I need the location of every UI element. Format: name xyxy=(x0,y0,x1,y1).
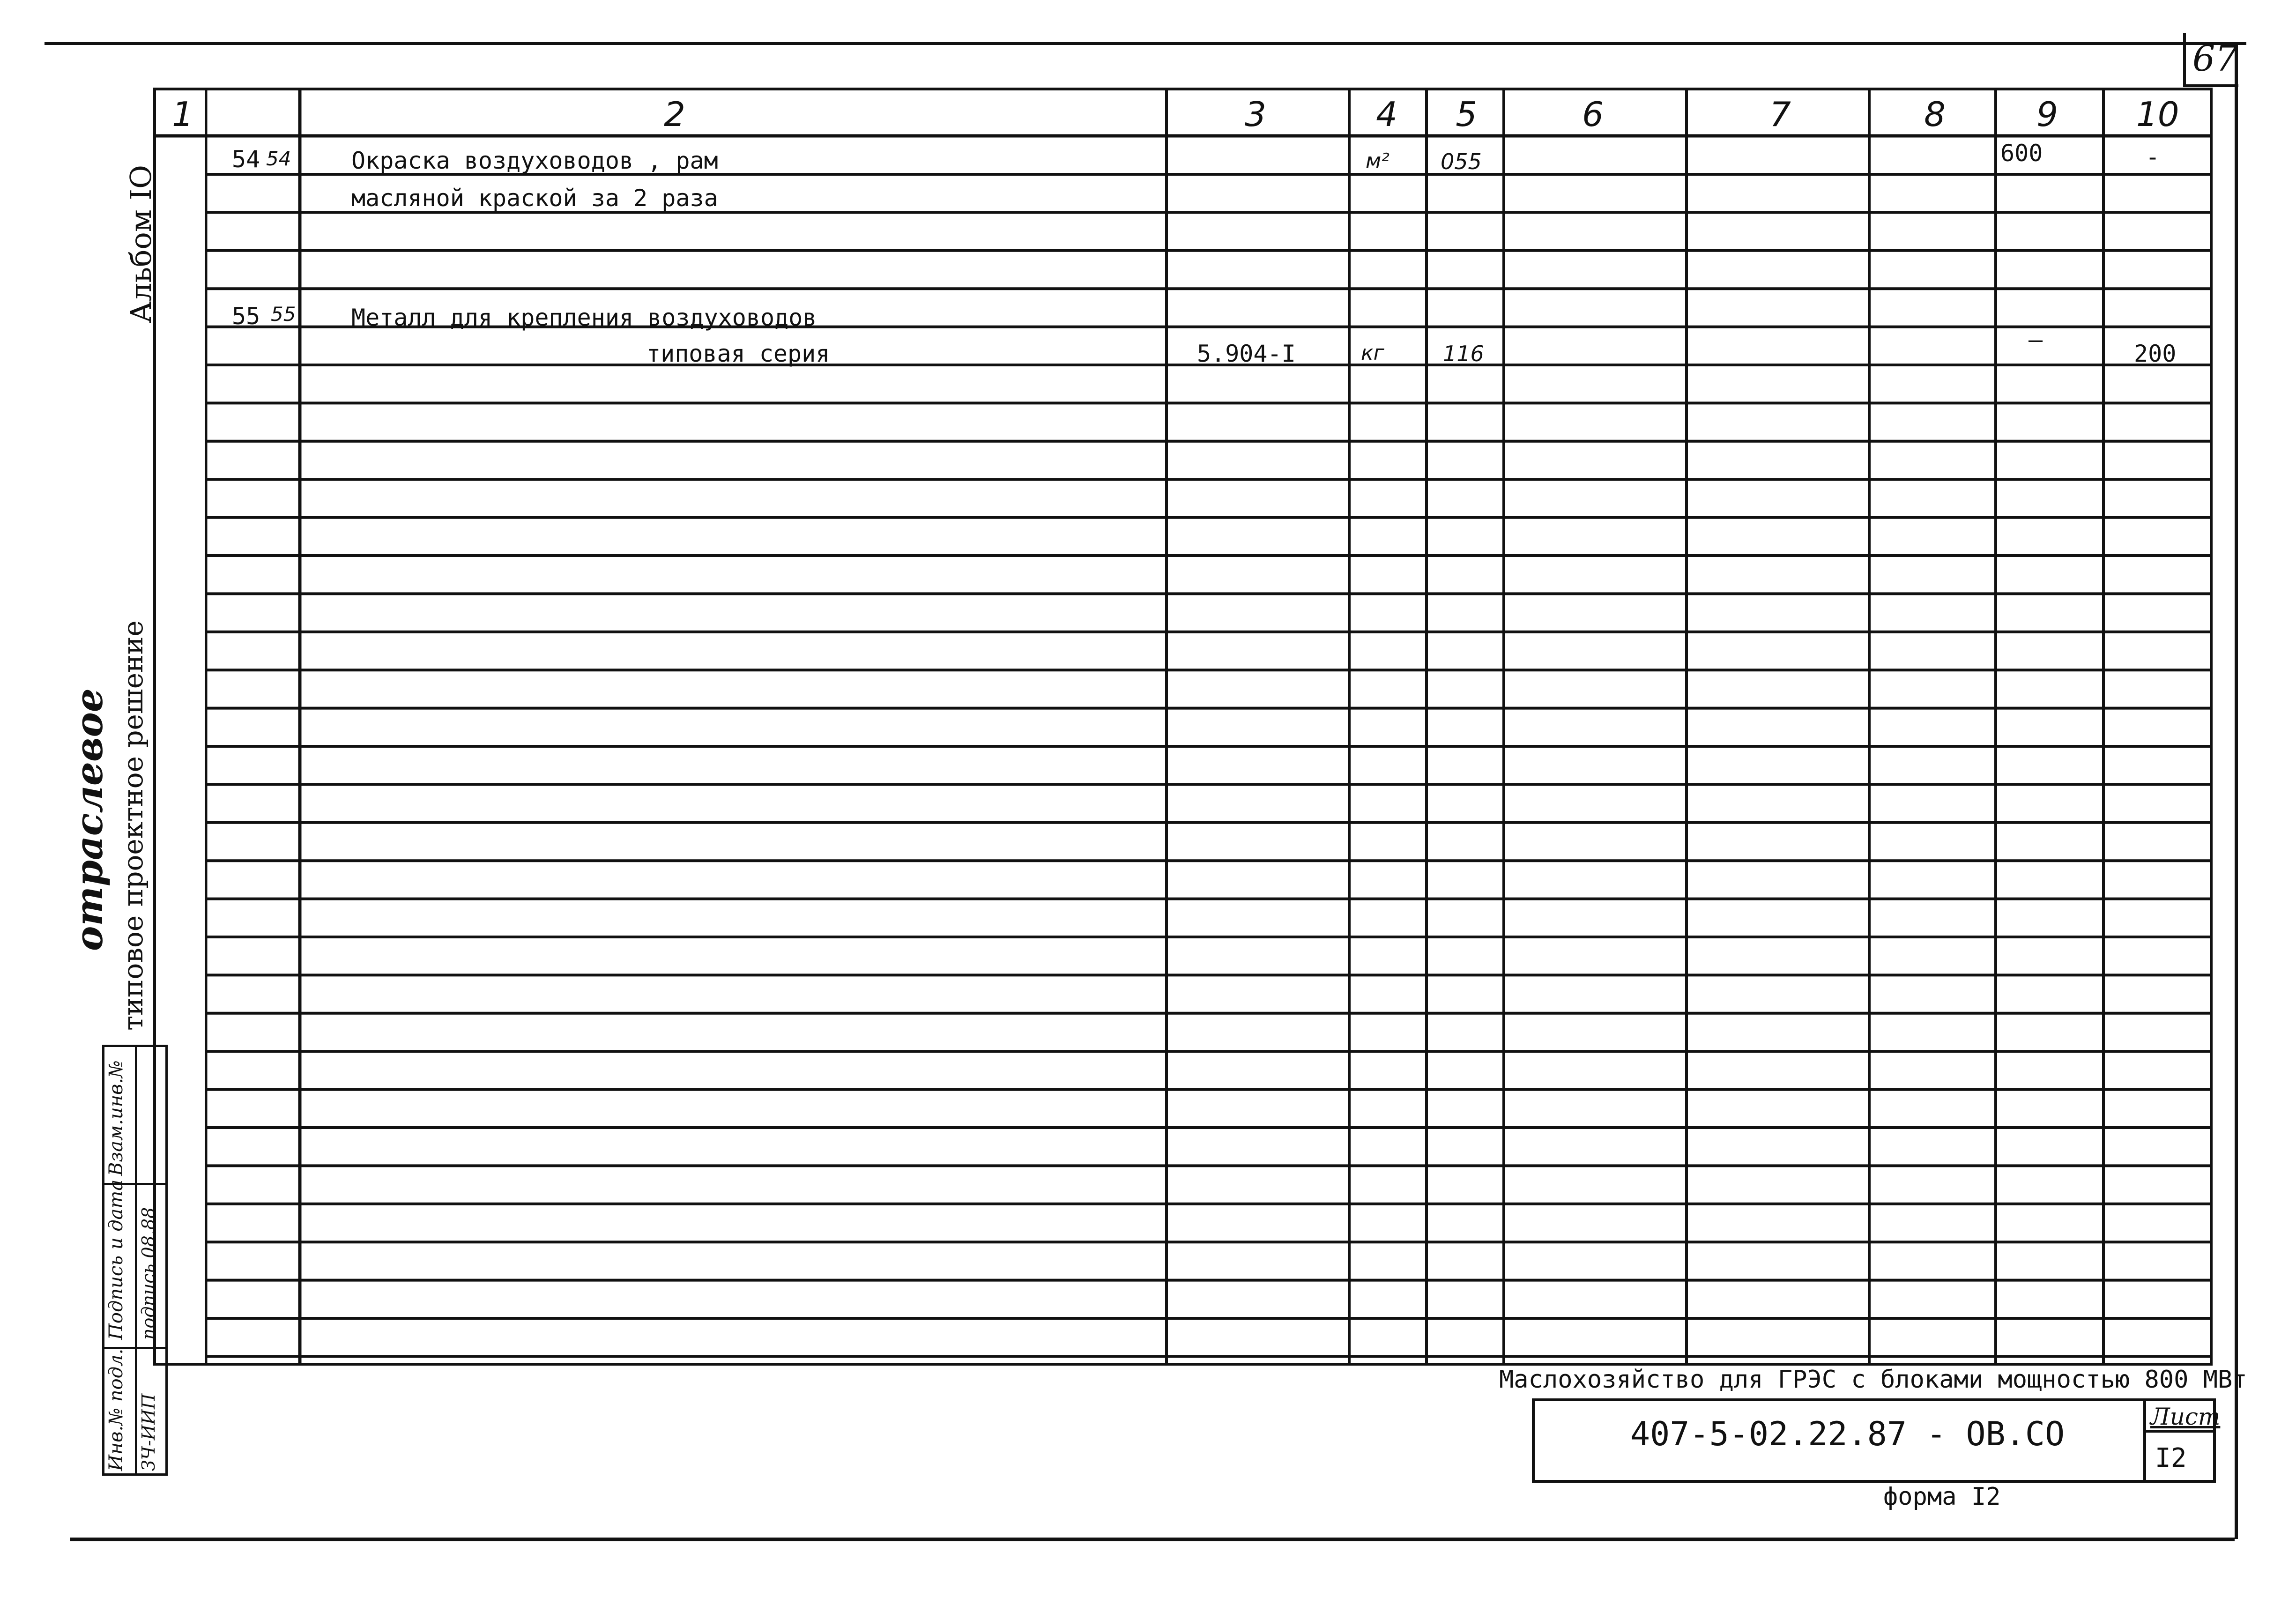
column-header-9: 9 xyxy=(2036,95,2058,134)
row-4-series: 5.904-I xyxy=(1197,340,1296,367)
row-1-unit: м² xyxy=(1366,149,1389,173)
sheet-number: I2 xyxy=(2155,1443,2187,1473)
stamp-divider xyxy=(135,1047,137,1473)
stamp-value-signature-date: подпись 08.88 xyxy=(138,1207,159,1340)
column-header-3: 3 xyxy=(1245,95,1266,134)
row-2-name: масляной краской за 2 раза xyxy=(351,185,718,212)
stamp-value-original-inv: ЗЧ-ИИП xyxy=(138,1393,159,1471)
form-label: форма I2 xyxy=(1883,1483,2001,1511)
column-header-8: 8 xyxy=(1924,95,1946,134)
album-label: Альбом IO xyxy=(124,164,158,323)
row-3-name: Металл для крепления воздуховодов xyxy=(351,304,817,331)
column-header-1: 1 xyxy=(172,95,193,134)
row-4-col9: — xyxy=(2029,326,2043,353)
column-header-7: 7 xyxy=(1769,95,1791,134)
column-header-6: 6 xyxy=(1582,95,1604,134)
table-border xyxy=(155,89,2211,1364)
row-1-col9: 600 xyxy=(2000,140,2043,167)
column-header-10: 10 xyxy=(2136,95,2179,134)
row-1-name: Окраска воздуховодов , рам xyxy=(351,147,718,174)
column-header-5: 5 xyxy=(1456,95,1477,134)
row-4-name: типовая серия xyxy=(646,340,830,367)
row-1-col10: - xyxy=(2146,143,2160,171)
sheet-label: Лист xyxy=(2150,1403,2221,1430)
document-code: 407-5-02.22.87 - ОВ.СО xyxy=(1630,1415,2065,1453)
row-4-unit: кг xyxy=(1361,341,1384,365)
row-3-position: 55 xyxy=(232,303,260,330)
page-number: 67 xyxy=(2192,37,2238,79)
subtitle-label: типовое проектное решение xyxy=(117,620,149,1031)
stamp-label-replacement-inv: Взам.инв.№ xyxy=(105,1060,127,1176)
column-header-4: 4 xyxy=(1376,95,1397,134)
row-1-quantity: 055 xyxy=(1441,149,1482,174)
stamp-label-original-inv: Инв.№ подл. xyxy=(105,1348,127,1471)
row-1-position-handwritten: 54 xyxy=(266,147,291,170)
row-4-col10: 200 xyxy=(2134,340,2177,367)
stamp-label-signature-date: Подпись и дата xyxy=(105,1179,127,1340)
handwritten-title: отраслевое xyxy=(67,688,111,951)
row-3-position-handwritten: 55 xyxy=(271,303,296,326)
column-header-2: 2 xyxy=(664,95,685,134)
row-1-position: 54 xyxy=(232,146,260,173)
row-4-quantity: 116 xyxy=(1443,341,1484,366)
project-name: Маслохозяйство для ГРЭС с блоками мощностью 800 МВт xyxy=(1499,1366,2247,1394)
